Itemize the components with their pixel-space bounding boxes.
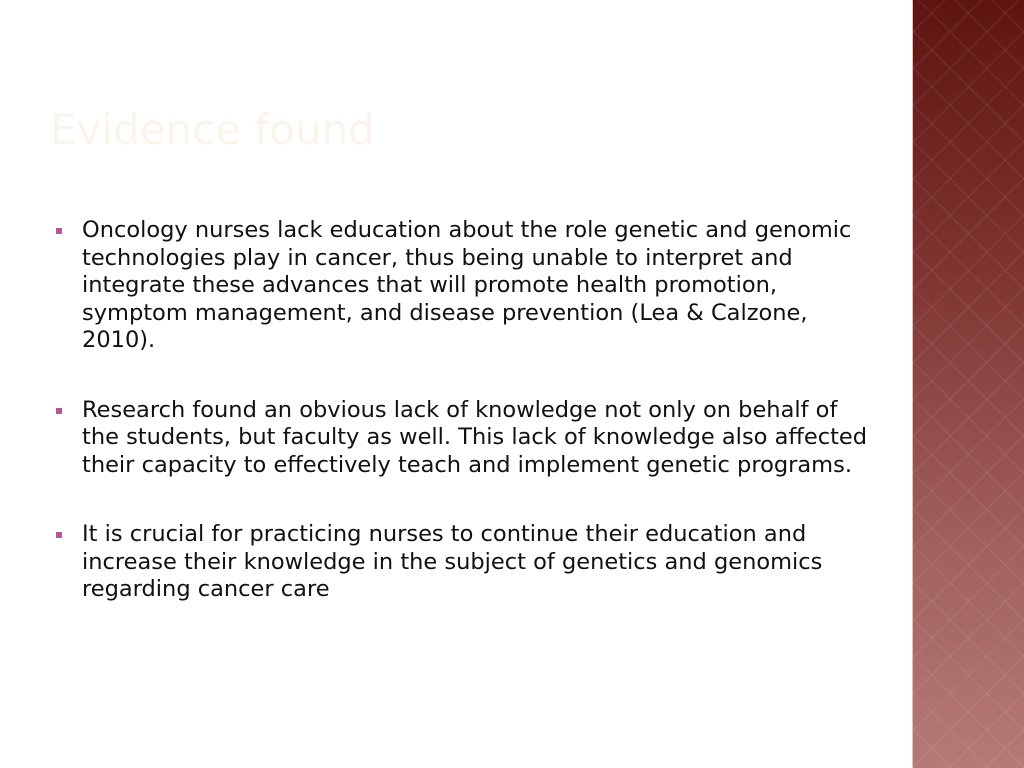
bullet-item xyxy=(56,397,876,480)
bullet-item xyxy=(56,521,876,604)
square-bullet-icon xyxy=(56,228,62,234)
bullet-text: Research found an obvious lack of knowledge not only on behalf of the students, but faculty as well. This lack of knowledge also affected their capacity to effectively teach and implement genetic programs. xyxy=(82,396,868,478)
bullet-text: It is crucial for practicing nurses to continue their education and increase their knowledge in the subject of genetics and genomics regarding cancer care xyxy=(82,521,823,602)
decorative-side-panel xyxy=(913,0,1024,768)
square-bullet-icon xyxy=(56,532,62,538)
bullet-list xyxy=(56,217,876,646)
square-bullet-icon xyxy=(56,408,62,414)
bullet-item xyxy=(56,217,876,355)
slide-title: Evidence found xyxy=(50,105,375,154)
bullet-text: Oncology nurses lack education about the role genetic and genomic technologies play in cancer, thus being unable to interpret and integrate these advances that will promote health promotion, symptom management, and disease prevention (Lea & Calzone, 2010). xyxy=(82,217,852,353)
